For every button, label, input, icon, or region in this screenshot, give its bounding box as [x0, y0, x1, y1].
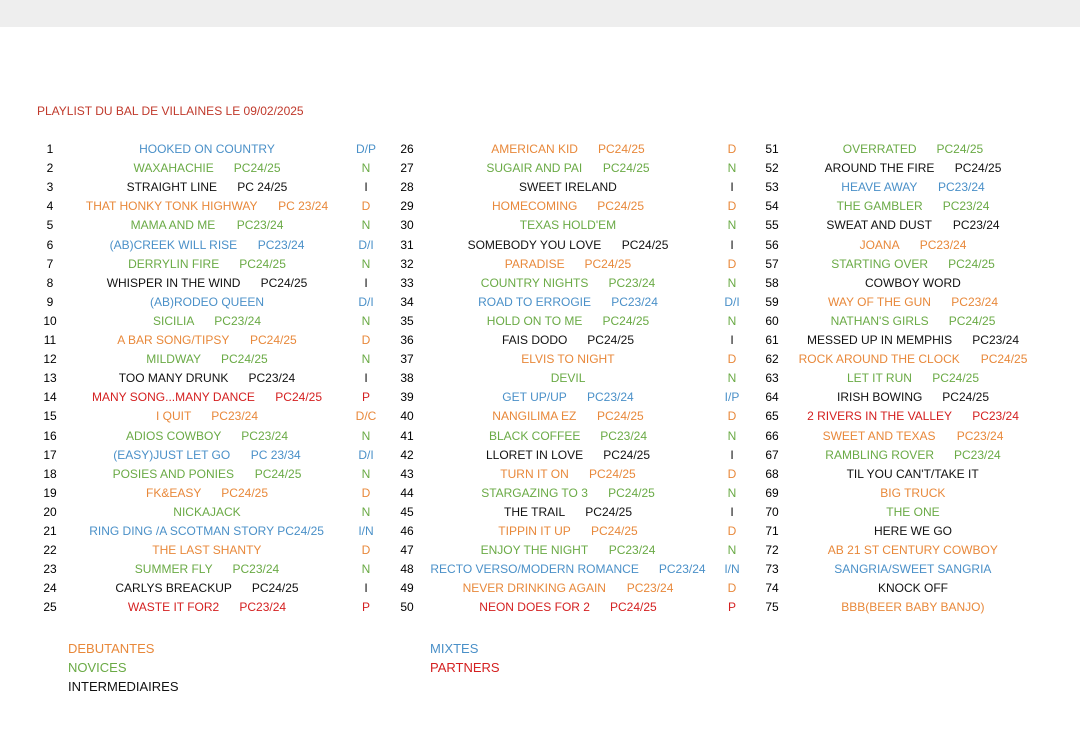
level-code: N — [361, 218, 371, 233]
level-code: D/I — [358, 237, 374, 252]
song-number: 9 — [46, 294, 54, 309]
pc-season: PC23/24 — [972, 333, 1019, 347]
song-title: HERE WE GO — [874, 524, 953, 538]
song-number: 65 — [765, 409, 779, 424]
level-code: D — [361, 485, 371, 500]
song-number: 31 — [400, 237, 414, 252]
level-code: I — [364, 371, 368, 386]
pc-season: PC23/24 — [972, 409, 1019, 424]
pc-season: PC24/25 — [275, 390, 322, 405]
song-title: OVERRATED — [842, 142, 917, 156]
song-number: 34 — [400, 294, 414, 309]
legend-item-novices: NOVICES — [68, 660, 127, 675]
song-title: SWEAT AND DUST — [826, 218, 932, 233]
level-code: I/N — [724, 562, 740, 577]
legend-item-partners: PARTNERS — [430, 660, 500, 675]
pc-season: PC23/24 — [214, 313, 261, 328]
table-row — [0, 350, 1080, 369]
song-number: 64 — [765, 390, 779, 405]
level-code: I — [730, 504, 734, 519]
song-title: STRAIGHT LINE — [126, 180, 218, 195]
song-title: NICKAJACK — [173, 504, 241, 519]
pc-season: PC 23/34 — [250, 447, 301, 462]
song-number: 57 — [765, 256, 779, 271]
level-code: D — [727, 524, 737, 538]
legend-item-debutantes: DEBUTANTES — [68, 641, 155, 656]
song-title: TEXAS HOLD'EM — [519, 218, 617, 233]
pc-season: PC23/24 — [956, 428, 1004, 443]
song-title: COUNTRY NIGHTS — [480, 275, 589, 290]
table-row — [0, 407, 1080, 426]
song-title: NEON DOES FOR 2 — [479, 600, 590, 615]
table-row — [0, 446, 1080, 465]
table-row — [0, 579, 1080, 598]
song-title: (AB)CREEK WILL RISE — [109, 237, 238, 252]
level-code: I — [364, 275, 368, 290]
pc-season: PC24/25 — [980, 352, 1028, 367]
pc-season: PC23/24 — [938, 180, 985, 195]
song-title: MAMA AND ME — [130, 218, 216, 233]
song-title: MESSED UP IN MEMPHIS — [807, 333, 953, 347]
table-row — [0, 331, 1080, 350]
pc-season: PC23/24 — [232, 562, 280, 577]
table-row — [0, 598, 1080, 617]
song-number: 41 — [400, 428, 414, 443]
song-number: 51 — [765, 142, 779, 156]
level-code: P — [361, 390, 370, 405]
song-number: 55 — [765, 218, 779, 233]
level-code: I — [730, 333, 734, 347]
song-number: 32 — [400, 256, 414, 271]
pc-season: PC24/25 — [608, 485, 655, 500]
level-code: N — [727, 275, 737, 290]
table-row — [0, 178, 1080, 197]
pc-season: PC24/25 — [221, 352, 268, 367]
level-code: N — [727, 218, 737, 233]
song-title: AROUND THE FIRE — [824, 161, 935, 176]
level-code: N — [727, 485, 737, 500]
song-number: 6 — [46, 237, 54, 252]
song-title: POSIES AND PONIES — [112, 466, 234, 481]
song-number: 10 — [43, 313, 57, 328]
song-title: (AB)RODEO QUEEN — [150, 294, 265, 309]
song-number: 39 — [400, 390, 414, 405]
song-number: 60 — [765, 313, 779, 328]
level-code: D — [727, 466, 737, 481]
song-number: 4 — [46, 199, 54, 214]
pc-season: PC24/25 — [254, 466, 302, 481]
page-title: PLAYLIST DU BAL DE VILLAINES LE 09/02/2025 — [37, 104, 304, 118]
level-code: D — [727, 142, 737, 156]
song-title: FK&EASY — [146, 485, 202, 500]
table-row — [0, 522, 1080, 541]
song-title: RECTO VERSO/MODERN ROMANCE — [430, 562, 639, 577]
pc-season: PC23/24 — [608, 275, 656, 290]
song-number: 26 — [400, 142, 414, 156]
song-title: SUMMER FLY — [134, 562, 213, 577]
song-title: COWBOY WORD — [865, 275, 961, 290]
song-title: RING DING /A SCOTMAN STORY PC24/25 — [89, 524, 324, 538]
song-title: BIG TRUCK — [880, 485, 946, 500]
level-code: N — [727, 313, 737, 328]
pc-season: PC24/25 — [932, 371, 979, 386]
song-title: SWEET IRELAND — [519, 180, 617, 195]
song-number: 38 — [400, 371, 414, 386]
pc-season: PC23/24 — [951, 294, 998, 309]
level-code: D/C — [355, 409, 377, 424]
song-title: WAY OF THE GUN — [828, 294, 931, 309]
song-number: 59 — [765, 294, 779, 309]
song-number: 42 — [400, 447, 414, 462]
song-title: NEVER DRINKING AGAIN — [462, 581, 606, 596]
legend-item-intermediaires: INTERMEDIAIRES — [68, 679, 179, 694]
song-number: 13 — [43, 371, 57, 386]
song-number: 22 — [43, 543, 57, 558]
song-title: ROCK AROUND THE CLOCK — [798, 352, 960, 367]
song-number: 75 — [765, 600, 779, 615]
song-title: BLACK COFFEE — [489, 428, 581, 443]
level-code: N — [361, 466, 371, 481]
song-number: 30 — [400, 218, 414, 233]
song-number: 5 — [46, 218, 54, 233]
level-code: I — [364, 581, 368, 596]
song-title: SOMEBODY YOU LOVE — [467, 237, 602, 252]
song-number: 24 — [43, 581, 57, 596]
level-code: I/P — [724, 390, 740, 405]
table-row — [0, 503, 1080, 522]
song-title: AMERICAN KID — [491, 142, 578, 156]
pc-season: PC24/25 — [260, 275, 308, 290]
pc-season: PC24/25 — [602, 161, 650, 176]
song-title: THE GAMBLER — [836, 199, 923, 214]
level-code: D/I — [724, 294, 740, 309]
pc-season: PC 24/25 — [237, 180, 288, 195]
pc-season: PC23/24 — [952, 218, 1000, 233]
table-row — [0, 197, 1080, 216]
level-code: D — [361, 333, 371, 347]
song-title: TOO MANY DRUNK — [118, 371, 229, 386]
pc-season: PC23/24 — [608, 543, 656, 558]
song-number: 50 — [400, 600, 414, 615]
pc-season: PC 23/24 — [278, 199, 329, 214]
song-number: 1 — [46, 142, 54, 156]
pc-season: PC24/25 — [221, 485, 268, 500]
song-number: 14 — [43, 390, 57, 405]
song-number: 20 — [43, 504, 57, 519]
song-title: TURN IT ON — [500, 466, 569, 481]
song-number: 45 — [400, 504, 414, 519]
song-number: 2 — [46, 161, 54, 176]
pc-season: PC24/25 — [250, 333, 297, 347]
pc-season: PC24/25 — [936, 142, 984, 156]
song-title: RAMBLING ROVER — [825, 447, 934, 462]
level-code: I/N — [358, 524, 374, 538]
level-code: N — [361, 256, 371, 271]
song-number: 70 — [765, 504, 779, 519]
pc-season: PC24/25 — [954, 161, 1002, 176]
pc-season: PC23/24 — [942, 199, 990, 214]
song-number: 73 — [765, 562, 779, 577]
song-title: ADIOS COWBOY — [126, 428, 222, 443]
song-title: PARADISE — [504, 256, 565, 271]
table-row — [0, 560, 1080, 579]
song-title: THE ONE — [886, 504, 940, 519]
pc-season: PC23/24 — [919, 237, 967, 252]
table-row — [0, 465, 1080, 484]
pc-season: PC23/24 — [611, 294, 658, 309]
pc-season: PC23/24 — [239, 600, 287, 615]
song-number: 66 — [765, 428, 779, 443]
song-number: 16 — [43, 428, 57, 443]
level-code: D — [361, 543, 371, 558]
pc-season: PC24/25 — [597, 199, 644, 214]
song-number: 62 — [765, 352, 779, 367]
song-title: FAIS DODO — [502, 333, 568, 347]
song-title: 2 RIVERS IN THE VALLEY — [807, 409, 953, 424]
table-row — [0, 159, 1080, 178]
song-title: HEAVE AWAY — [841, 180, 918, 195]
level-code: P — [727, 600, 736, 615]
song-number: 12 — [43, 352, 57, 367]
song-title: TIPPIN IT UP — [498, 524, 571, 538]
song-title: DERRYLIN FIRE — [128, 256, 220, 271]
pc-season: PC24/25 — [585, 504, 632, 519]
song-number: 53 — [765, 180, 779, 195]
song-number: 69 — [765, 485, 779, 500]
pc-season: PC23/24 — [626, 581, 674, 596]
level-code: D/P — [355, 142, 376, 156]
song-title: A BAR SONG/TIPSY — [117, 333, 230, 347]
pc-season: PC24/25 — [233, 161, 281, 176]
song-title: HOLD ON TO ME — [486, 313, 583, 328]
song-title: HOMECOMING — [492, 199, 578, 214]
song-number: 3 — [46, 180, 54, 195]
level-code: I — [730, 237, 734, 252]
pc-season: PC24/25 — [610, 600, 657, 615]
song-number: 74 — [765, 581, 779, 596]
song-number: 68 — [765, 466, 779, 481]
table-row — [0, 427, 1080, 446]
song-title: IRISH BOWING — [837, 390, 923, 405]
song-title: WAXAHACHIE — [133, 161, 214, 176]
song-title: KNOCK OFF — [878, 581, 949, 596]
song-number: 58 — [765, 275, 779, 290]
song-title: DEVIL — [550, 371, 586, 386]
pc-season: PC24/25 — [598, 142, 645, 156]
song-title: ENJOY THE NIGHT — [480, 543, 589, 558]
table-row — [0, 216, 1080, 235]
song-title: HOOKED ON COUNTRY — [139, 142, 275, 156]
song-number: 72 — [765, 543, 779, 558]
song-number: 36 — [400, 333, 414, 347]
level-code: N — [727, 161, 737, 176]
song-number: 29 — [400, 199, 414, 214]
pc-season: PC24/25 — [948, 256, 995, 271]
song-title: STARTING OVER — [831, 256, 929, 271]
song-number: 33 — [400, 275, 414, 290]
pc-season: PC24/25 — [597, 409, 644, 424]
song-number: 71 — [765, 524, 779, 538]
legend-item-mixtes: MIXTES — [430, 641, 479, 656]
level-code: N — [361, 352, 371, 367]
pc-season: PC23/24 — [658, 562, 706, 577]
level-code: D — [727, 409, 737, 424]
song-number: 15 — [43, 409, 57, 424]
pc-season: PC23/24 — [600, 428, 647, 443]
song-number: 7 — [46, 256, 54, 271]
level-code: N — [727, 428, 737, 443]
song-title: (EASY)JUST LET GO — [113, 447, 231, 462]
level-code: N — [727, 543, 737, 558]
song-number: 63 — [765, 371, 779, 386]
pc-season: PC23/24 — [248, 371, 296, 386]
song-number: 37 — [400, 352, 414, 367]
level-code: D/I — [358, 294, 374, 309]
pc-season: PC24/25 — [603, 447, 650, 462]
pc-season: PC23/24 — [954, 447, 1001, 462]
level-code: D — [727, 352, 737, 367]
song-title: TIL YOU CAN'T/TAKE IT — [846, 466, 979, 481]
pc-season: PC24/25 — [589, 466, 636, 481]
level-code: N — [361, 562, 371, 577]
song-title: NANGILIMA EZ — [492, 409, 577, 424]
song-number: 49 — [400, 581, 414, 596]
song-number: 11 — [43, 333, 57, 347]
song-number: 47 — [400, 543, 414, 558]
song-title: SUGAIR AND PAI — [486, 161, 583, 176]
level-code: N — [727, 371, 737, 386]
table-row — [0, 312, 1080, 331]
table-row — [0, 541, 1080, 560]
table-row — [0, 293, 1080, 312]
song-title: NATHAN'S GIRLS — [830, 313, 929, 328]
pc-season: PC24/25 — [621, 237, 669, 252]
song-title: WHISPER IN THE WIND — [106, 275, 241, 290]
song-number: 35 — [400, 313, 414, 328]
song-number: 28 — [400, 180, 414, 195]
pc-season: PC23/24 — [587, 390, 634, 405]
song-title: MILDWAY — [146, 352, 201, 367]
pc-season: PC23/24 — [257, 237, 305, 252]
level-code: D — [361, 199, 371, 214]
pc-season: PC24/25 — [591, 524, 638, 538]
song-title: AB 21 ST CENTURY COWBOY — [827, 543, 998, 558]
table-row — [0, 369, 1080, 388]
song-title: THE TRAIL — [504, 504, 566, 519]
song-title: LET IT RUN — [847, 371, 912, 386]
pc-season: PC23/24 — [211, 409, 258, 424]
table-row — [0, 140, 1080, 159]
pc-season: PC23/24 — [241, 428, 288, 443]
song-title: ROAD TO ERROGIE — [478, 294, 592, 309]
song-number: 54 — [765, 199, 779, 214]
song-title: BBB(BEER BABY BANJO) — [841, 600, 985, 615]
song-number: 17 — [43, 447, 57, 462]
song-title: STARGAZING TO 3 — [481, 485, 588, 500]
pc-season: PC24/25 — [584, 256, 632, 271]
song-number: 19 — [43, 485, 57, 500]
song-number: 8 — [46, 275, 54, 290]
table-row — [0, 274, 1080, 293]
song-number: 23 — [43, 562, 57, 577]
song-title: GET UP/UP — [502, 390, 567, 405]
pc-season: PC23/24 — [236, 218, 284, 233]
pc-season: PC24/25 — [239, 256, 286, 271]
song-number: 44 — [400, 485, 414, 500]
song-title: THE LAST SHANTY — [152, 543, 262, 558]
table-row — [0, 388, 1080, 407]
level-code: N — [361, 313, 371, 328]
song-title: SANGRIA/SWEET SANGRIA — [834, 562, 992, 577]
song-title: MANY SONG...MANY DANCE — [92, 390, 255, 405]
level-code: N — [361, 161, 371, 176]
song-title: CARLYS BREACKUP — [115, 581, 232, 596]
top-bar — [0, 0, 1080, 27]
level-code: N — [361, 504, 371, 519]
song-number: 56 — [765, 237, 779, 252]
song-number: 40 — [400, 409, 414, 424]
level-code: I — [364, 180, 368, 195]
table-row — [0, 484, 1080, 503]
song-number: 67 — [765, 447, 779, 462]
song-title: JOANA — [859, 237, 900, 252]
song-number: 21 — [43, 524, 57, 538]
song-number: 52 — [765, 161, 779, 176]
song-title: I QUIT — [156, 409, 192, 424]
level-code: D — [727, 256, 737, 271]
song-number: 46 — [400, 524, 414, 538]
song-number: 18 — [43, 466, 57, 481]
level-code: P — [361, 600, 370, 615]
song-number: 61 — [765, 333, 779, 347]
pc-season: PC24/25 — [942, 390, 989, 405]
song-title: SWEET AND TEXAS — [822, 428, 936, 443]
level-code: D — [727, 199, 737, 214]
level-code: D/I — [358, 447, 374, 462]
pc-season: PC24/25 — [948, 313, 996, 328]
pc-season: PC24/25 — [251, 581, 299, 596]
level-code: N — [361, 428, 371, 443]
pc-season: PC24/25 — [602, 313, 650, 328]
level-code: I — [730, 180, 734, 195]
level-code: D — [727, 581, 737, 596]
song-title: SICILIA — [153, 313, 195, 328]
song-number: 43 — [400, 466, 414, 481]
pc-season: PC24/25 — [587, 333, 634, 347]
table-row — [0, 255, 1080, 274]
song-number: 25 — [43, 600, 57, 615]
song-number: 48 — [400, 562, 414, 577]
table-row — [0, 236, 1080, 255]
level-code: I — [730, 447, 734, 462]
song-number: 27 — [400, 161, 414, 176]
song-title: LLORET IN LOVE — [486, 447, 584, 462]
song-title: WASTE IT FOR2 — [127, 600, 220, 615]
song-title: THAT HONKY TONK HIGHWAY — [85, 199, 258, 214]
song-title: ELVIS TO NIGHT — [521, 352, 615, 367]
